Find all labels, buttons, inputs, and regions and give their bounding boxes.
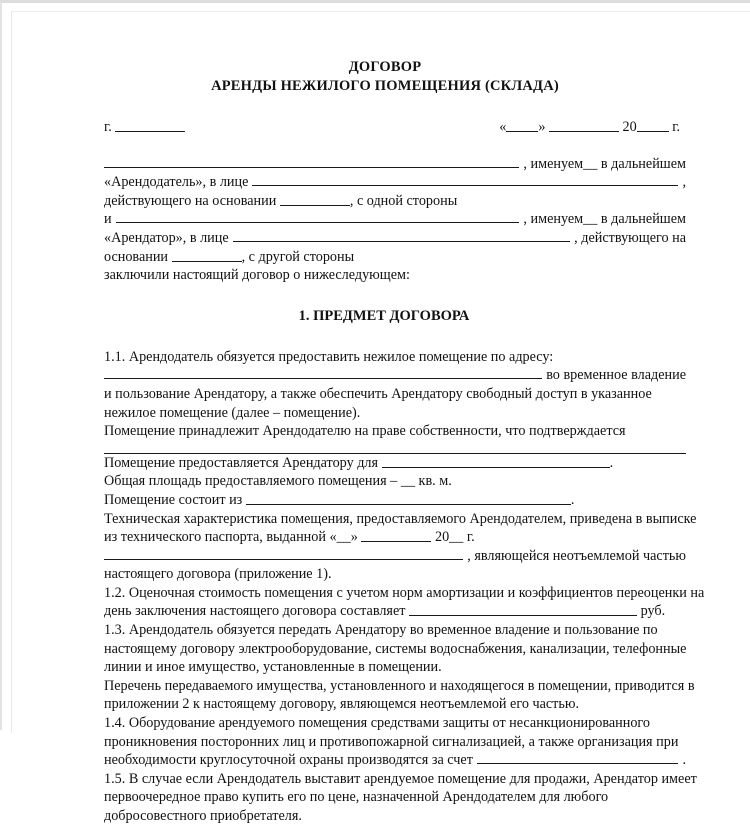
clause-1-1-line-1: 1.1. Арендодатель обязуется предоставить нежилое помещение по адресу: [104,348,554,365]
clause-1-1-line-7-b: . [609,454,614,471]
preamble-line-6-a: основании [104,248,169,265]
clause-1-1-line-4: нежилое помещение (далее – помещение). [104,404,361,421]
preamble-line-7: заключили настоящий договор о нижеследующем: [104,267,410,284]
appraised-value-blank[interactable] [409,603,637,616]
preamble-line-5 [104,229,686,248]
clause-1-1-line-13: настоящего договора (приложение 1). [104,566,332,583]
preamble-line-6-b: , с другой стороны [241,248,355,265]
clause-1-1-line-3: и пользование Арендатору, а также обеспечить Арендатору свободный доступ в указанное [104,385,652,402]
clause-1-3-line-5: приложении 2 к настоящему договору, являющемся неотъемлемой его частью. [104,696,580,713]
date-year-blank[interactable] [637,119,669,132]
preamble-line-3-b: , с одной стороны [349,192,458,209]
premises-address-blank[interactable] [104,366,542,379]
clause-1-1-line-7-a: Помещение предоставляется Арендатору для [104,454,379,471]
clause-1-3-line-4: Перечень передаваемого имущества, установленного и находящегося в помещении, приводится в [104,677,695,694]
preamble-line-2-tail: , [682,174,686,191]
clause-1-1-line-7 [104,454,686,473]
lessee-basis-blank[interactable] [172,249,242,262]
premises-composition-blank[interactable] [246,492,571,505]
clause-1-2-line-2-b: руб. [640,603,666,620]
clause-1-3-line-1: 1.3. Арендодатель обязуется передать Арендатору во временное владение и пользование по [104,622,658,639]
clause-1-1-line-9-a: Помещение состоит из [104,491,243,508]
clause-1-1-line-8: Общая площадь предоставляемого помещения – __ кв. м. [104,473,452,490]
clause-1-1-line-9-b: . [570,491,575,508]
clause-1-2-line-2 [104,602,686,621]
passport-month-blank[interactable] [361,529,431,542]
clause-1-5-line-3: добросовестного приобретателя. [104,808,302,824]
document-title [84,58,686,96]
lessee-name-blank[interactable] [116,210,520,223]
clause-1-3 [104,621,695,714]
preamble-line-5-tail: , действующего на [574,229,686,246]
clause-1-3-line-2: настоящему договору электрооборудование, системы водоснабжения, канализации, телефонные [104,640,687,657]
preamble-line-1 [104,155,686,174]
clause-1-5-line-2: первоочередное право купить его по цене, назначенной Арендодателем для любого [104,789,609,806]
preamble-line-4-tail: , именуем__ в дальнейшем [523,211,686,228]
preamble-line-2 [104,173,686,192]
clause-1-5 [104,770,697,826]
clause-1-1-line-12-tail: , являющейся неотъемлемой частью [467,547,686,564]
clause-1-4-line-2: проникновения посторонних лиц и противопожарной сигнализацией, а также организация при [104,733,679,750]
section-1-heading: 1. ПРЕДМЕТ ДОГОВОРА [298,307,470,324]
clause-1-4 [104,714,686,770]
city-label: г. [104,119,112,135]
clause-1-1-line-10: Техническая характеристика помещения, предоставляемого Арендодателем, приведена в выписке [104,510,697,527]
preamble-block [104,155,686,285]
clause-1-4-line-3 [104,751,686,770]
preamble-line-4 [104,210,686,229]
clause-1-4-line-3-b: . [682,752,686,769]
clause-1-2-line-1: 1.2. Оценочная стоимость помещения с учетом норм амортизации и коэффициентов переоценки на [104,584,705,601]
clause-1-1-line-11-a: из технического паспорта, выданной «__» [104,529,358,546]
clause-1-5-line-1: 1.5. В случае если Арендодатель выставит арендуемое помещение для продажи, Арендатор имеет [104,770,697,787]
date-year-label: 20 [622,119,637,135]
security-cost-payer-blank[interactable] [477,751,679,764]
date-suffix: г. [672,119,680,135]
clause-1-1-line-11 [104,528,686,547]
document-title-line-2: АРЕНДЫ НЕЖИЛОГО ПОМЕЩЕНИЯ (СКЛАДА) [211,78,559,94]
premises-purpose-blank[interactable] [382,455,610,468]
preamble-line-3-a: действующего на основании [104,192,277,209]
clause-1-1-line-11-b: 20__ г. [434,529,475,546]
clause-1-1-line-5: Помещение принадлежит Арендодателю на праве собственности, что подтверждается [104,423,626,440]
clause-1-4-line-3-a: необходимости круглосуточной охраны производятся за счет [104,752,473,769]
clause-1-1-line-2 [104,366,686,385]
passport-issuer-blank[interactable] [104,547,463,560]
clause-1-2-line-2-a: день заключения настоящего договора составляет [104,603,406,620]
clause-1-2 [104,584,705,621]
preamble-line-2-head: «Арендодатель», в лице [104,174,249,191]
lessor-representative-blank[interactable] [252,173,678,186]
document-title-line-1: ДОГОВОР [348,59,422,75]
clause-1-1-line-12 [104,547,686,566]
city-date-row [104,118,686,137]
clause-1-1-line-9 [104,491,686,510]
city-field [104,118,185,137]
preamble-line-4-head: и [104,211,112,228]
preamble-line-1-tail: , именуем__ в дальнейшем [523,155,686,172]
date-month-blank[interactable] [549,119,619,132]
lessor-basis-blank[interactable] [280,193,350,206]
preamble-line-6 [104,248,686,267]
date-day-blank[interactable] [506,119,538,132]
date-quote-open: « [499,119,507,135]
city-blank[interactable] [115,119,185,132]
clause-1-1-line-2-tail: во временное владение [546,367,686,384]
clause-1-4-line-1: 1.4. Оборудование арендуемого помещения средствами защиты от несанкционированного [104,715,650,732]
date-quote-close: » [538,119,546,135]
clause-1-3-line-3: линии и иное имущество, установленные в помещении. [104,659,442,676]
preamble-line-5-head: «Арендатор», в лице [104,229,229,246]
lessee-representative-blank[interactable] [233,229,571,242]
lessor-name-blank[interactable] [104,155,519,168]
clause-1-1 [104,348,697,584]
date-field [499,118,686,137]
preamble-line-3 [104,192,686,211]
